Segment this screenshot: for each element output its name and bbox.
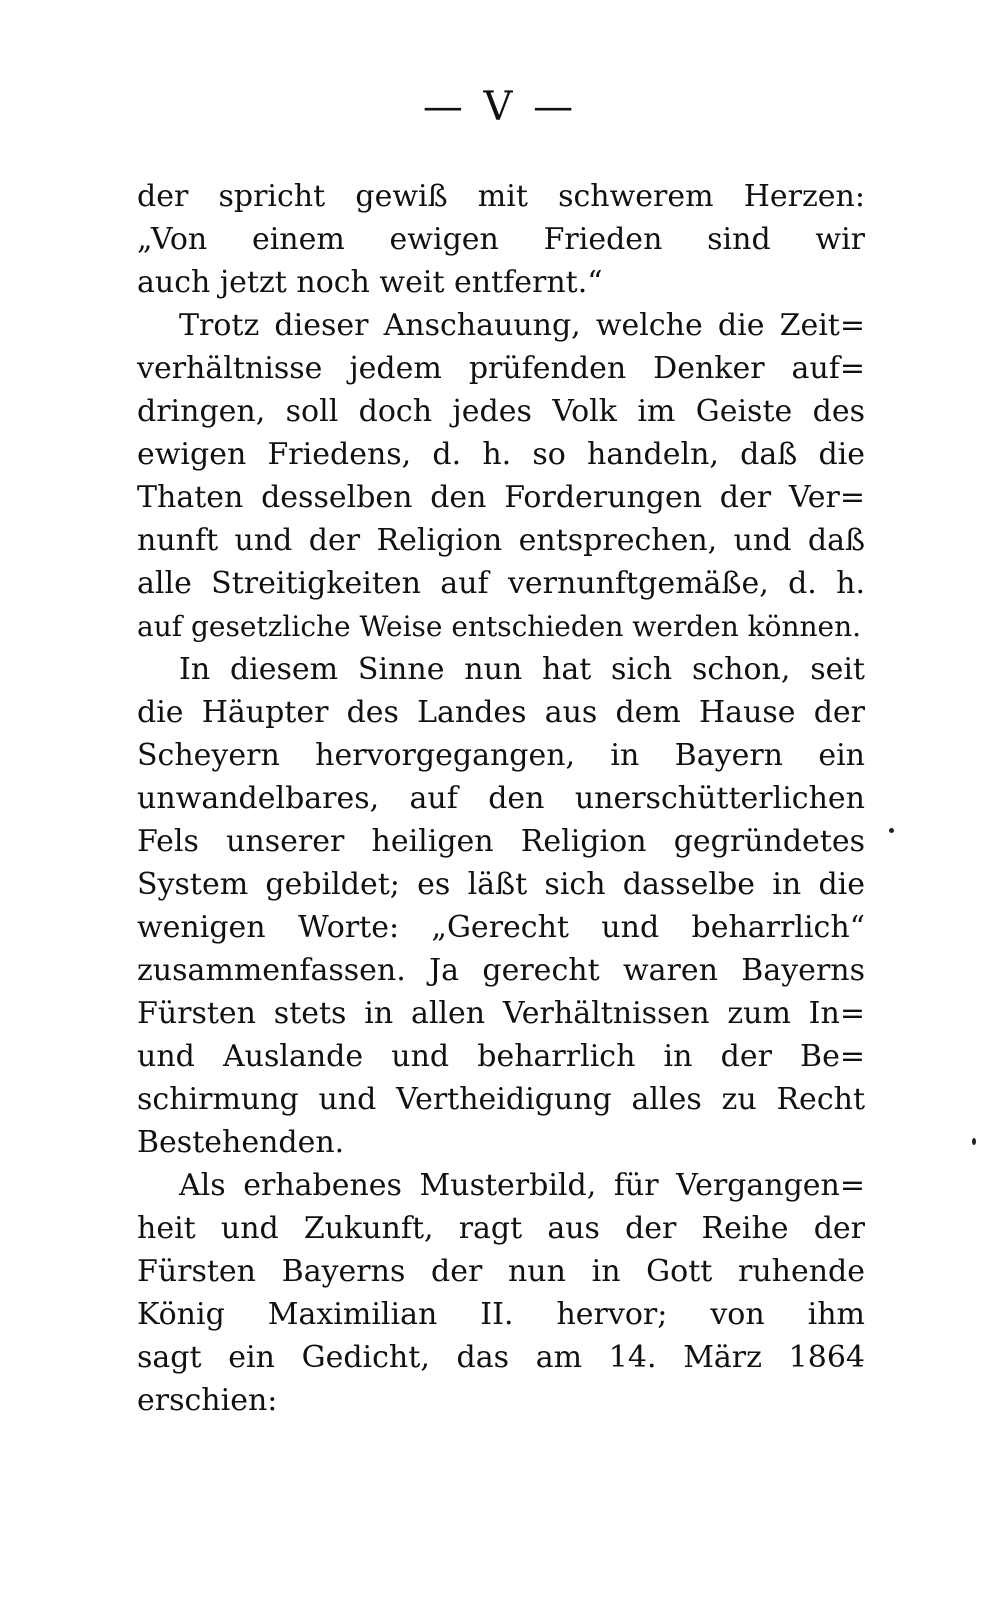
- text-line: auf gesetzliche Weise entschieden werden können.: [137, 610, 862, 643]
- text-line: Fels unserer heiligen Religion gegründetes: [137, 824, 865, 859]
- text-line: zusammenfassen. Ja gerecht waren Bayerns: [137, 953, 865, 988]
- text-line: Fürsten stets in allen Verhältnissen zum In=: [137, 996, 865, 1031]
- text-line: sagt ein Gedicht, das am 14. März 1864: [137, 1340, 865, 1375]
- text-line: wenigen Worte: „Gerecht und beharrlich“: [137, 910, 865, 945]
- text-line: König Maximilian II. hervor; von ihm: [137, 1297, 865, 1332]
- text-line: der spricht gewiß mit schwerem Herzen:: [137, 179, 865, 214]
- print-speck: [889, 828, 894, 833]
- text-line: Bestehenden.: [137, 1125, 345, 1160]
- text-line: Als erhabenes Musterbild, für Vergangen=: [179, 1168, 865, 1203]
- text-line: auch jetzt noch weit entfernt.“: [137, 265, 603, 300]
- text-line: alle Streitigkeiten auf vernunftgemäße, d. h.: [137, 566, 865, 601]
- text-line: In diesem Sinne nun hat sich schon, seit: [179, 652, 865, 687]
- text-line: unwandelbares, auf den unerschütterlichen: [137, 781, 865, 816]
- text-line: erschien:: [137, 1383, 278, 1418]
- text-line: schirmung und Vertheidigung alles zu Recht: [137, 1082, 865, 1117]
- text-line: System gebildet; es läßt sich dasselbe in die: [137, 867, 865, 902]
- text-line: Trotz dieser Anschauung, welche die Zeit=: [179, 308, 865, 343]
- print-speck: [972, 1138, 976, 1145]
- text-line: ewigen Friedens, d. h. so handeln, daß die: [137, 437, 865, 472]
- text-line: verhältnisse jedem prüfenden Denker auf=: [137, 351, 865, 386]
- text-line: dringen, soll doch jedes Volk im Geiste des: [137, 394, 865, 429]
- text-line: Fürsten Bayerns der nun in Gott ruhende: [137, 1254, 865, 1289]
- text-line: Scheyern hervorgegangen, in Bayern ein: [137, 738, 865, 773]
- text-line: „Von einem ewigen Frieden sind wir: [137, 222, 865, 257]
- text-line: die Häupter des Landes aus dem Hause der: [137, 695, 865, 730]
- text-line: und Auslande und beharrlich in der Be=: [137, 1039, 865, 1074]
- body-text: [137, 175, 865, 1422]
- text-line: Thaten desselben den Forderungen der Ver=: [137, 480, 865, 515]
- text-line: heit und Zukunft, ragt aus der Reihe der: [137, 1211, 865, 1246]
- page-number: — V —: [422, 84, 578, 130]
- text-line: nunft und der Religion entsprechen, und daß: [137, 523, 865, 558]
